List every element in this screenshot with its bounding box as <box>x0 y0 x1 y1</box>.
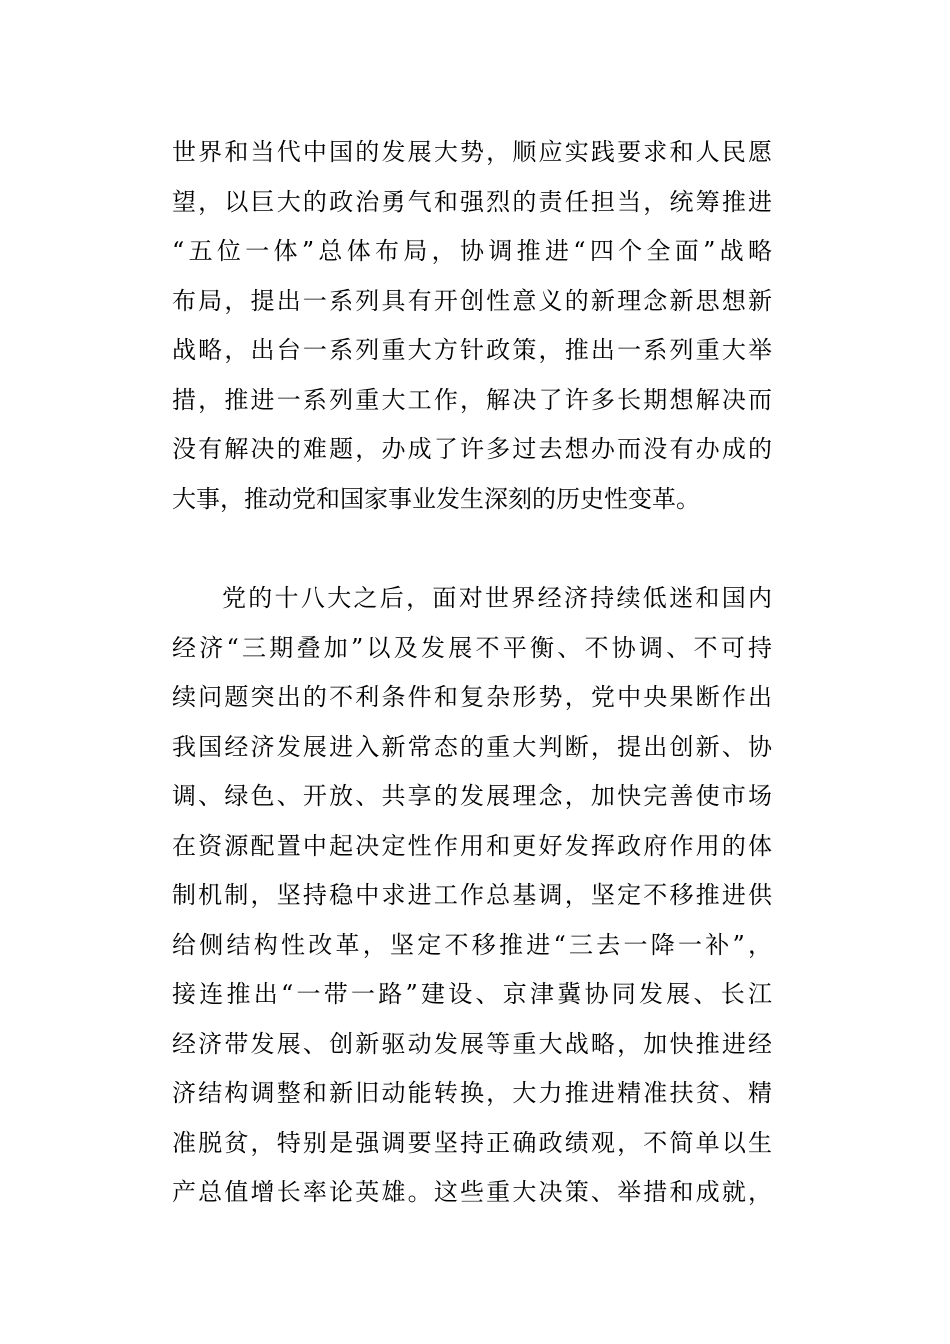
text-line: 调、绿色、开放、共享的发展理念，加快完善使市场 <box>172 782 772 810</box>
text-line: 准脱贫，特别是强调要坚持正确政绩观，不简单以生 <box>172 1128 772 1157</box>
paragraph-2 <box>172 574 772 1218</box>
text-line: 大事，推动党和国家事业发生深刻的历史性变革。 <box>172 484 700 513</box>
text-line: 续问题突出的不利条件和复杂形势，党中央果断作出 <box>172 683 772 711</box>
text-line: 济结构调整和新旧动能转换，大力推进精准扶贫、精 <box>172 1079 772 1107</box>
paragraph-1 <box>172 128 772 524</box>
text-line: 战略，出台一系列重大方针政策，推出一系列重大举 <box>172 336 772 364</box>
text-line: 在资源配置中起决定性作用和更好发挥政府作用的体 <box>172 831 772 860</box>
text-line: 世界和当代中国的发展大势，顺应实践要求和人民愿 <box>172 138 772 166</box>
text-line: 制机制，坚持稳中求进工作总基调，坚定不移推进供 <box>172 881 772 909</box>
text-line: 布局，提出一系列具有开创性意义的新理念新思想新 <box>172 286 772 315</box>
text-line: “五位一体”总体布局，协调推进“四个全面”战略 <box>172 237 772 265</box>
text-line: 党的十八大之后，面对世界经济持续低迷和国内 <box>222 584 772 612</box>
text-line: 给侧结构性改革，坚定不移推进“三去一降一补”， <box>172 930 772 959</box>
text-line: 望，以巨大的政治勇气和强烈的责任担当，统筹推进 <box>172 187 772 216</box>
text-line: 经济带发展、创新驱动发展等重大战略，加快推进经 <box>172 1029 772 1058</box>
text-line: 措，推进一系列重大工作，解决了许多长期想解决而 <box>172 385 772 414</box>
text-line: 没有解决的难题，办成了许多过去想办而没有办成的 <box>172 435 772 463</box>
text-line: 我国经济发展进入新常态的重大判断，提出创新、协 <box>172 732 772 761</box>
text-line: 接连推出“一带一路”建设、京津冀协同发展、长江 <box>172 980 772 1008</box>
text-line: 产总值增长率论英雄。这些重大决策、举措和成就， <box>172 1178 772 1206</box>
text-line: 经济“三期叠加”以及发展不平衡、不协调、不可持 <box>172 633 772 662</box>
